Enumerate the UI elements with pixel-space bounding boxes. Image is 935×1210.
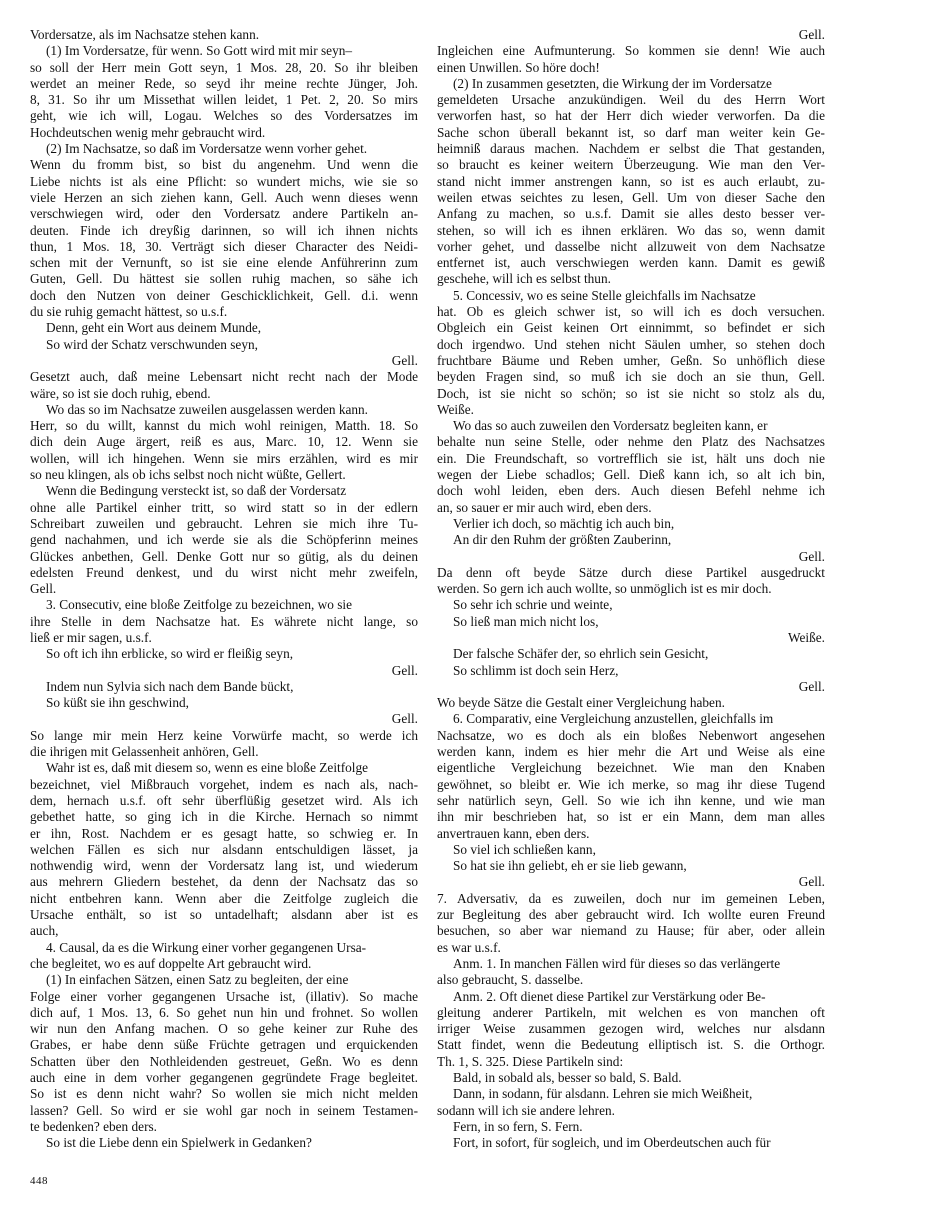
text-line: Fort, in sofort, für sogleich, und im Oberdeutschen auch für: [453, 1135, 771, 1151]
text-line: also gebraucht, S. dasselbe.: [437, 972, 584, 988]
text-line: vorher gehet, und dasselbe nicht allzuweit von dem Nachsatze: [437, 238, 825, 254]
text-line: Schatten über den Nothleidenden gestreuet, Geßn. Wo es denn: [30, 1053, 418, 1069]
text-line: ließ er mir sagen, u.s.f.: [30, 629, 152, 645]
text-line: So sehr ich schrie und weinte,: [453, 597, 613, 613]
text-line: wegen der Liebe schadlos; Gell. Dieß kann ich, so alt ich bin,: [437, 467, 825, 483]
text-line: Wo das so auch zuweilen den Vordersatz begleiten kann, er: [453, 418, 768, 434]
text-line: zur Begleitung des aber gebraucht wird. Ich wollte euren Freund: [437, 907, 825, 923]
text-line: Schreibart zuweilen und gebraucht. Lehren sie mich ihre Tu-: [30, 515, 418, 531]
text-line: Gesetzt auch, daß meine Lebensart nicht recht nach der Mode: [30, 369, 418, 385]
text-line: 6. Comparativ, eine Vergleichung anzustellen, gleichfalls im: [453, 711, 774, 727]
text-line: thun, 1 Mos. 18, 30. Verträgt sich dieser Character des Neidi-: [30, 238, 418, 254]
text-line: stehen, so will ich es ihnen erklären. Wo das so, wenn damit: [437, 222, 825, 238]
text-line: an, so sauer er mir auch wird, eben ders.: [437, 499, 652, 515]
text-line: es war u.s.f.: [437, 939, 501, 955]
text-line: Verlier ich doch, so mächtig ich auch bin,: [453, 515, 675, 531]
text-line: An dir den Ruhm der größten Zauberinn,: [453, 532, 672, 548]
text-line: doch den Nutzen von deiner Geschicklichkeit, Gell. d.i. wenn: [30, 287, 418, 303]
text-line: Herr, so du willt, kannst du mich wohl reinigen, Matth. 18. So: [30, 418, 418, 434]
text-line: Guten, Gell. Du hättest sie sollen ruhig machen, so sähe ich: [30, 271, 418, 287]
text-line: ihn mir beschrieben hat, so ist er ein Mann, dem man alles: [437, 809, 825, 825]
text-line: sodann will ich sie andere lehren.: [437, 1102, 615, 1118]
text-line: Grabes, er habe denn süße Früchte getragen und erquickenden: [30, 1037, 418, 1053]
text-line: weilen etwas seichtes zu lesen, Gell. Um von dieser Sache den: [437, 189, 825, 205]
text-line: 8, 31. So ihr um Missethat willen leidet, 1 Pet. 2, 20. So mirs: [30, 92, 418, 108]
text-line: Weiße.: [788, 629, 825, 645]
text-line: er ihn, Rost. Nachdem er es gesagt hatte, so schwieg er. In: [30, 825, 418, 841]
text-line: ohne alle Partikel einher tritt, so wird statt so in der edlern: [30, 499, 418, 515]
text-line: Gell.: [30, 581, 57, 597]
text-line: stand nicht immer anstrengen kann, so ist es auch erlaubt, zu-: [437, 173, 825, 189]
text-line: Gell.: [798, 27, 825, 42]
text-line: gebethet hatte, so ging ich in die Kirche. Hernach so nimmt: [30, 809, 418, 825]
text-line: Der falsche Schäfer der, so ehrlich sein Gesicht,: [453, 646, 709, 662]
text-line: dich auf, 1 Mos. 13, 6. So gehet nun hin und frohnet. So wollen: [30, 1004, 418, 1020]
right-column: [437, 27, 825, 1151]
text-line: Weiße.: [437, 401, 474, 417]
text-line: So lange mir mein Herz keine Vorwürfe macht, so werde ich: [30, 727, 418, 743]
text-line: So wird der Schatz verschwunden seyn,: [46, 336, 258, 352]
text-line: (1) In einfachen Sätzen, einen Satz zu begleiten, der eine: [46, 972, 349, 988]
text-line: Wahr ist es, daß mit diesem so, wenn es eine bloße Zeitfolge: [46, 760, 369, 776]
text-line: Wenn du fromm bist, so bist du angenehm. Und wenn die: [30, 157, 418, 173]
text-line: Anm. 2. Oft dienet diese Partikel zur Verstärkung oder Be-: [453, 988, 766, 1004]
text-line: So küßt sie ihn geschwind,: [46, 695, 189, 711]
text-line: so braucht es keiner weitern Überzeugung. Wie man den Ver-: [437, 157, 825, 173]
text-line: Gell.: [798, 874, 825, 890]
text-line: Gell.: [391, 662, 418, 678]
text-line: gend nachahmen, und ich werde sie als die Schöpferinn meines: [30, 532, 418, 548]
text-line: hat. Ob es gleich schwer ist, so will ich es doch versuchen.: [437, 304, 825, 320]
text-line: wir nun den Anfang machen. O so gehe keiner zur Ruhe des: [30, 1021, 418, 1037]
text-line: 4. Causal, da es die Wirkung einer vorher gegangenen Ursa-: [46, 939, 367, 955]
text-line: gemeldeten Ursache anzukündigen. Weil du des Herrn Wort: [437, 92, 825, 108]
text-line: werdet an meiner Rede, so seyd ihr meine rechte Jünger, Joh.: [30, 75, 418, 91]
text-line: Da denn oft beyde Sätze durch diese Partikel ausgedruckt: [437, 564, 825, 580]
text-line: verworfen hast, so hat der Herr dich wieder verworfen. Da die: [437, 108, 825, 124]
text-line: So hat sie ihn geliebt, eh er sie lieb gewann,: [453, 858, 687, 874]
text-line: Vordersatze, als im Nachsatze stehen kann.: [30, 27, 260, 42]
text-line: nothwendig wird, wenn der Vordersatz lang ist, und wiederum: [30, 858, 418, 874]
text-line: einen Unwillen. So höre doch!: [437, 59, 600, 75]
text-line: werden kann, indem es hier mehr die Art und Weise als eine: [437, 744, 825, 760]
text-line: 7. Adversativ, da es zuweilen, doch nur im gemeinen Leben,: [437, 890, 825, 906]
text-line: werden. So gern ich auch wollte, so unmöglich ist es mir doch.: [437, 581, 772, 597]
text-line: Statt findet, wenn die Bedeutung elliptisch ist. S. die Orthogr.: [437, 1037, 825, 1053]
text-line: auch,: [30, 923, 59, 939]
text-line: Indem nun Sylvia sich nach dem Bande bückt,: [46, 678, 294, 694]
text-line: Gell.: [798, 548, 825, 564]
text-line: Obgleich ein Geist keinen Ort einnimmt, so befindet er sich: [437, 320, 825, 336]
text-line: gewöhnet, so bleibt er. Wie ich merke, so mag ihr diese Tugend: [437, 776, 825, 792]
text-line: Glückes anbethen, Gell. Denke Gott nur so gütig, als du deinen: [30, 548, 418, 564]
text-line: Wo beyde Sätze die Gestalt einer Vergleichung haben.: [437, 695, 725, 711]
text-line: (2) In zusammen gesetzten, die Wirkung der im Vordersatze: [453, 75, 772, 91]
text-line: entfernet ist, auch verschwiegen werden kann. Damit es gewiß: [437, 255, 825, 271]
text-line: besuchen, so aber war niemand zu Hause; für aber, oder allein: [437, 923, 825, 939]
text-line: dem, hernach u.s.f. oft sehr überflüßig gesetzet wird. Als ich: [30, 792, 418, 808]
text-line: edelsten Freund denkest, und du wirst nicht mehr zweifeln,: [30, 564, 418, 580]
text-line: fruchtbare Bäume und Reben umher, Geßn. So unhöflich diese: [437, 352, 825, 368]
text-line: So oft ich ihn erblicke, so wird er fleißig seyn,: [46, 646, 294, 662]
text-line: ihre Stelle in dem Nachsatze hat. Es währete nicht lange, so: [30, 613, 418, 629]
text-line: so soll der Herr mein Gott seyn, 1 Mos. 28, 20. So ihr bleiben: [30, 59, 418, 75]
text-line: gleitung anderer Partikeln, mit welchen es von manchen oft: [437, 1004, 825, 1020]
text-line: (1) Im Vordersatze, für wenn. So Gott wird mit mir seyn–: [46, 43, 353, 59]
text-line: Th. 1, S. 325. Diese Partikeln sind:: [437, 1053, 624, 1069]
text-line: So schlimm ist doch sein Herz,: [453, 662, 619, 678]
text-line: sehr natürlich seyn, Gell. So wie ich ihn kenne, und wie man: [437, 792, 825, 808]
text-line: welchen Fällen es sich nur alsdann entschuldigen lässet, ja: [30, 841, 418, 857]
text-line: bezeichnet, viel Mißbrauch vorgehet, indem es nach als, nach-: [30, 776, 418, 792]
text-line: dich dein Auge ärgert, reiß es aus, Marc. 10, 12. Wenn sie: [30, 434, 418, 450]
text-line: Folge einer vorher gegangenen Ursache ist, (illativ). So mache: [30, 988, 418, 1004]
text-line: Ingleichen eine Aufmunterung. So kommen sie denn! Wie auch: [437, 43, 825, 59]
text-line: Bald, in sobald als, besser so bald, S. Bald.: [453, 1070, 682, 1085]
text-line: Anm. 1. In manchen Fällen wird für dieses so das verlängerte: [453, 955, 781, 971]
text-line: che begleitet, wo es auf doppelte Art gebraucht wird.: [30, 955, 312, 971]
left-column: [30, 27, 418, 1151]
text-line: Gell.: [798, 678, 825, 694]
text-line: Wenn die Bedingung versteckt ist, so daß der Vordersatz: [46, 483, 347, 499]
text-line: irriger Weise zusammen gezogen wird, welches nur alsdann: [437, 1021, 825, 1037]
text-line: eigentliche Vergleichung bezeichnet. Wie man den Knaben: [437, 760, 825, 776]
text-line: so neu klingen, als ob ichs selbst noch nicht wüßte, Gellert.: [30, 467, 346, 483]
text-line: Anfang zu machen, so u.s.f. Damit sie alles desto besser ver-: [437, 206, 825, 222]
page-number: 448: [30, 1175, 48, 1187]
text-line: Fern, in so fern, S. Fern.: [453, 1118, 583, 1134]
text-line: So ließ man mich nicht los,: [453, 613, 599, 629]
text-line: heimniß daraus machen. Nachdem er selbst die That gestanden,: [437, 141, 825, 157]
text-line: beyden Fragen sind, so muß ich sie doch an sie thun, Gell.: [437, 369, 825, 385]
text-line: (2) Im Nachsatze, so daß im Vordersatze wenn vorher gehet.: [46, 141, 368, 157]
text-line: te bedenken? eben ders.: [30, 1118, 157, 1134]
text-line: ein. Die Freundschaft, so vortrefflich sie ist, hält uns doch nie: [437, 450, 825, 466]
text-line: Dann, in sodann, für alsdann. Lehren sie mich Weißheit,: [453, 1086, 753, 1102]
text-line: auch eine in dem vorher gegangenen gegründete Frage begleitet.: [30, 1070, 418, 1085]
text-line: Ursache enthält, so ist so untadelhaft; alsdann aber ist es: [30, 907, 418, 923]
text-line: Nachsatze, wo es doch als ein bloßes Nebenwort angesehen: [437, 727, 825, 743]
text-line: So ist die Liebe denn ein Spielwerk in Gedanken?: [46, 1135, 312, 1151]
text-line: geht, wie ich will, Logau. Welches so des Vordersatzes im: [30, 108, 418, 124]
text-line: viele Herzen an sich ziehen kann, Gell. Auch wenn dieses wenn: [30, 189, 418, 205]
text-line: du sie ruhig gemacht hättest, so u.s.f.: [30, 304, 228, 320]
text-line: Sache schon überall bekannt ist, so darf man weiter kein Ge-: [437, 124, 825, 140]
text-line: nicht entbehren kann. Wenn aber die Zeitfolge zugleich die: [30, 890, 418, 906]
text-line: Doch, ist sie nicht so schön; so ist sie nicht so stolz als du,: [437, 385, 825, 401]
text-line: 5. Concessiv, wo es seine Stelle gleichfalls im Nachsatze: [453, 287, 756, 303]
text-line: deuten. Finde ich dreyßig darinnen, so will ich ihnen nichts: [30, 222, 418, 238]
text-line: 3. Consecutiv, eine bloße Zeitfolge zu bezeichnen, wo sie: [46, 597, 352, 613]
text-line: behalte nun seine Stelle, oder nehme den Platz des Nachsatzes: [437, 434, 825, 450]
text-line: Liebe nichts ist als eine Pflicht: so wundert michs, wie sie so: [30, 173, 418, 189]
text-line: lassen? Gell. So wird er sie wohl gar noch in seinem Testamen-: [30, 1102, 418, 1118]
text-line: So viel ich schließen kann,: [453, 841, 596, 857]
text-line: wollen, will ich hingehen. Wenn sie mirs erzählen, wird es mir: [30, 450, 418, 466]
text-line: geschehe, will ich es selbst thun.: [437, 271, 611, 287]
text-line: Gell.: [391, 352, 418, 368]
text-line: verschwiegen wird, oder den Vordersatz andere Partikeln an-: [30, 206, 418, 222]
text-line: So ist es denn nicht wahr? So wollen sie mich nicht melden: [30, 1086, 418, 1102]
text-line: doch irgendwo. Und stehen nicht Säulen umher, so stehen doch: [437, 336, 825, 352]
text-line: die ihrigen mit Gelassenheit anhören, Gell.: [30, 744, 259, 760]
text-line: doch wohl leiden, eben ders. Auch diesen Befehl nehme ich: [437, 483, 825, 499]
text-line: anvertrauen kann, eben ders.: [437, 825, 590, 841]
text-line: wäre, so ist sie doch ruhig, ebend.: [30, 385, 211, 401]
text-line: Gell.: [391, 711, 418, 727]
text-line: schen mit der Vernunft, so ist sie eine elende Anführerinn zum: [30, 255, 418, 271]
text-line: aus mehrern Gliedern bestehet, da denn der Nachsatz das so: [30, 874, 418, 890]
text-line: Hochdeutschen wenig mehr gebraucht wird.: [30, 124, 266, 140]
text-line: Wo das so im Nachsatze zuweilen ausgelassen werden kann.: [46, 401, 369, 417]
text-line: Denn, geht ein Wort aus deinem Munde,: [46, 320, 262, 336]
